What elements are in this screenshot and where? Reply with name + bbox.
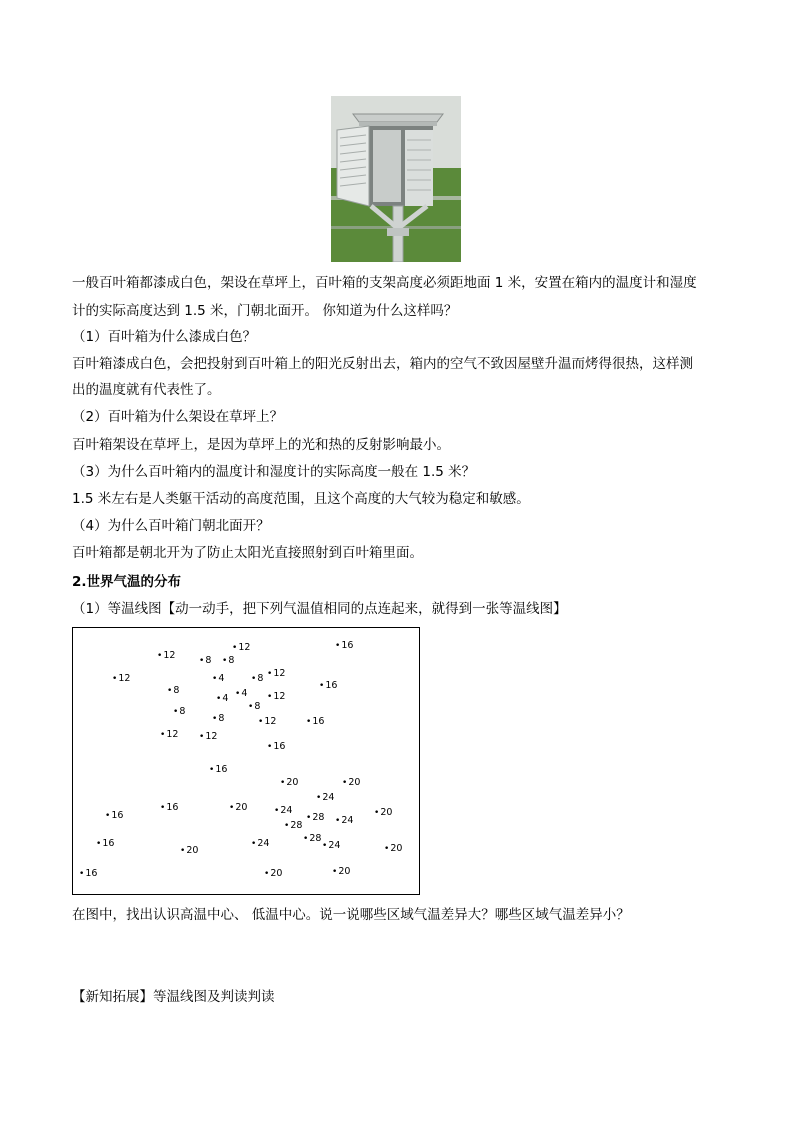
temperature-point: • 16: [319, 681, 337, 691]
temperature-dot-map: [72, 627, 420, 895]
temperature-point: • 8: [212, 714, 224, 724]
temperature-point: • 16: [267, 742, 285, 752]
temperature-point: • 24: [322, 841, 340, 851]
temperature-point: • 8: [173, 707, 185, 717]
temperature-point: • 20: [342, 778, 360, 788]
temperature-point: • 4: [216, 694, 228, 704]
answer-2: 百叶箱架设在草坪上，是因为草坪上的光和热的反射影响最小。: [72, 437, 450, 453]
temperature-point: • 16: [335, 641, 353, 651]
intro-line-2: 计的实际高度达到 1.5 米，门朝北面开。 你知道为什么这样吗？: [72, 303, 458, 319]
temperature-point: • 12: [199, 732, 217, 742]
temperature-point: • 12: [267, 669, 285, 679]
temperature-point: • 16: [79, 869, 97, 879]
section-heading: 2.世界气温的分布: [72, 574, 182, 590]
temperature-point: • 8: [222, 656, 234, 666]
weather-shelter-photo: [331, 96, 461, 262]
question-3: （3）为什么百叶箱内的温度计和湿度计的实际高度一般在 1.5 米？: [72, 464, 476, 480]
temperature-point: • 16: [96, 839, 114, 849]
temperature-point: • 20: [384, 844, 402, 854]
map-question: 在图中，找出认识高温中心、 低温中心。说一说哪些区域气温差异大？哪些区域气温差异小？: [72, 907, 630, 923]
extension-heading: 【新知拓展】等温线图及判读判读: [72, 989, 275, 1005]
temperature-point: • 16: [306, 717, 324, 727]
temperature-point: • 20: [280, 778, 298, 788]
temperature-point: • 20: [264, 869, 282, 879]
temperature-point: • 24: [251, 839, 269, 849]
temperature-point: • 8: [251, 674, 263, 684]
answer-3: 1.5 米左右是人类躯干活动的高度范围，且这个高度的大气较为稳定和敏感。: [72, 491, 530, 507]
temperature-point: • 8: [199, 656, 211, 666]
answer-4: 百叶箱都是朝北开为了防止太阳光直接照射到百叶箱里面。: [72, 545, 423, 561]
temperature-point: • 28: [306, 813, 324, 823]
answer-1-line-1: 百叶箱漆成白色，会把投射到百叶箱上的阳光反射出去，箱内的空气不致因屋壁升温而烤得很热，这样测: [72, 356, 693, 372]
temperature-point: • 20: [180, 846, 198, 856]
temperature-point: • 12: [157, 651, 175, 661]
temperature-point: • 16: [160, 803, 178, 813]
isotherm-task: （1）等温线图【动一动手，把下列气温值相同的点连起来，就得到一张等温线图】: [72, 601, 567, 617]
temperature-point: • 12: [258, 717, 276, 727]
temperature-point: • 20: [229, 803, 247, 813]
temperature-point: • 4: [235, 689, 247, 699]
temperature-point: • 24: [316, 793, 334, 803]
temperature-point: • 24: [335, 816, 353, 826]
intro-line-1: 一般百叶箱都漆成白色，架设在草坪上，百叶箱的支架高度必须距地面 1 米，安置在箱内的温度计和湿度: [72, 275, 697, 291]
answer-1-line-2: 出的温度就有代表性了。: [72, 382, 221, 398]
temperature-point: • 8: [248, 702, 260, 712]
temperature-point: • 28: [303, 834, 321, 844]
temperature-point: • 12: [267, 692, 285, 702]
temperature-point: • 24: [274, 806, 292, 816]
temperature-point: • 8: [167, 686, 179, 696]
temperature-point: • 12: [112, 674, 130, 684]
question-4: （4）为什么百叶箱门朝北面开？: [72, 518, 270, 534]
temperature-point: • 28: [284, 821, 302, 831]
temperature-point: • 12: [160, 730, 178, 740]
temperature-point: • 12: [232, 643, 250, 653]
temperature-point: • 16: [209, 765, 227, 775]
temperature-point: • 20: [332, 867, 350, 877]
temperature-point: • 16: [105, 811, 123, 821]
question-2: （2）百叶箱为什么架设在草坪上？: [72, 409, 284, 425]
temperature-point: • 20: [374, 808, 392, 818]
temperature-point: • 4: [212, 674, 224, 684]
question-1: （1）百叶箱为什么漆成白色？: [72, 329, 257, 345]
